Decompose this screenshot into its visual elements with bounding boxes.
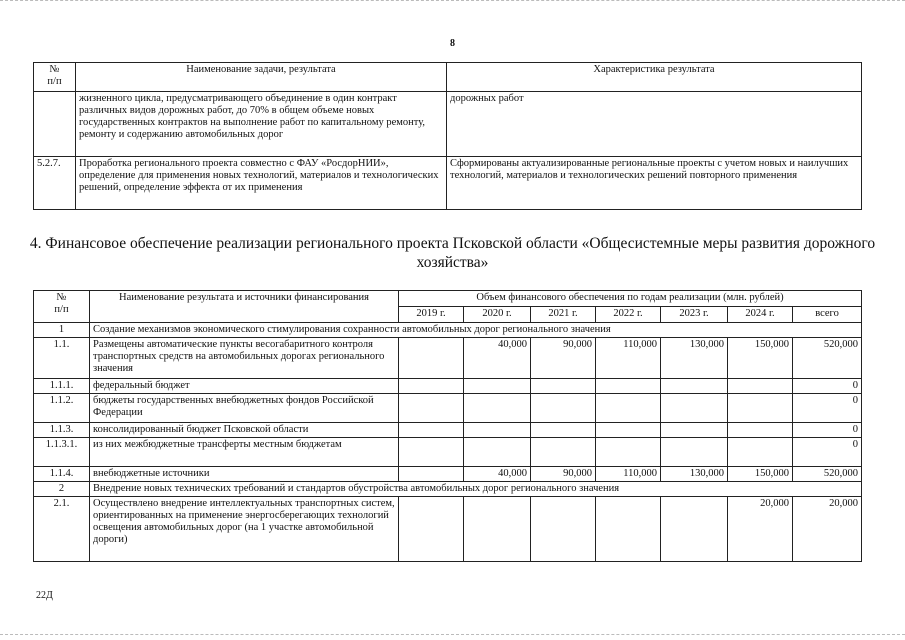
section-heading: 4. Финансовое обеспечение реализации регионального проекта Псковской области «Общесистемные меры развития дорожного хозяйства»: [29, 235, 876, 271]
total-cell: 520,000: [793, 467, 862, 482]
year-header: 2022 г.: [596, 307, 661, 323]
value-cell: [728, 423, 793, 438]
value-cell: [531, 394, 596, 423]
value-cell: [399, 438, 464, 467]
row-name: внебюджетные источники: [90, 467, 399, 482]
value-cell: [728, 394, 793, 423]
value-cell: [399, 338, 464, 379]
table-row: [34, 323, 862, 338]
row-name: консолидированный бюджет Псковской области: [90, 423, 399, 438]
finance-header-group: Объем финансового обеспечения по годам реализации (млн. рублей): [399, 291, 862, 307]
value-cell: [531, 438, 596, 467]
finance-header-num: № п/п: [34, 291, 90, 323]
total-cell: 0: [793, 379, 862, 394]
page-number: 8: [450, 38, 455, 49]
tasks-header-result: Характеристика результата: [447, 63, 862, 92]
finance-header-name: Наименование результата и источники финансирования: [90, 291, 399, 323]
table-row: [34, 482, 862, 497]
row-num: 1: [34, 323, 90, 338]
total-cell: 0: [793, 423, 862, 438]
task-result: дорожных работ: [447, 92, 862, 157]
tasks-table: [33, 62, 862, 210]
task-num: 5.2.7.: [34, 157, 76, 210]
value-cell: [531, 497, 596, 562]
tasks-header-name: Наименование задачи, результата: [76, 63, 447, 92]
value-cell: [661, 379, 728, 394]
row-num: 2: [34, 482, 90, 497]
value-cell: 40,000: [464, 467, 531, 482]
value-cell: [596, 438, 661, 467]
value-cell: 40,000: [464, 338, 531, 379]
value-cell: [531, 423, 596, 438]
value-cell: [728, 438, 793, 467]
value-cell: [399, 423, 464, 438]
footer-code: 22Д: [36, 590, 53, 601]
value-cell: [399, 394, 464, 423]
value-cell: [464, 423, 531, 438]
value-cell: [464, 438, 531, 467]
row-num: 1.1.3.: [34, 423, 90, 438]
value-cell: 130,000: [661, 338, 728, 379]
value-cell: 150,000: [728, 338, 793, 379]
value-cell: [596, 394, 661, 423]
total-cell: 520,000: [793, 338, 862, 379]
value-cell: [399, 497, 464, 562]
row-section-title: Создание механизмов экономического стимулирования сохранности автомобильных дорог регионального значения: [90, 323, 862, 338]
value-cell: [464, 394, 531, 423]
tasks-header-row: [34, 63, 862, 92]
row-num: 1.1.: [34, 338, 90, 379]
value-cell: [661, 497, 728, 562]
scan-edge-top: [0, 0, 905, 4]
year-header: 2021 г.: [531, 307, 596, 323]
value-cell: 110,000: [596, 338, 661, 379]
task-name: Проработка регионального проекта совместно с ФАУ «РосдорНИИ», определение для применения новых технологий, материалов и технологических решений, определение эффекта от их применения: [76, 157, 447, 210]
total-cell: 20,000: [793, 497, 862, 562]
value-cell: [464, 497, 531, 562]
row-num: 2.1.: [34, 497, 90, 562]
row-section-title: Внедрение новых технических требований и стандартов обустройства автомобильных дорог регионального значения: [90, 482, 862, 497]
value-cell: [464, 379, 531, 394]
tasks-header-num: № п/п: [34, 63, 76, 92]
finance-table: [33, 290, 862, 562]
value-cell: [399, 379, 464, 394]
value-cell: [661, 438, 728, 467]
value-cell: [596, 423, 661, 438]
year-header: 2023 г.: [661, 307, 728, 323]
value-cell: [596, 497, 661, 562]
value-cell: [399, 467, 464, 482]
table-row: [34, 394, 862, 423]
year-header: 2024 г.: [728, 307, 793, 323]
row-name: Размещены автоматические пункты весогабаритного контроля транспортных средств на автомобильных дорогах регионального значения: [90, 338, 399, 379]
value-cell: 90,000: [531, 467, 596, 482]
row-num: 1.1.3.1.: [34, 438, 90, 467]
table-row: [34, 379, 862, 394]
table-row: [34, 423, 862, 438]
table-row: [34, 338, 862, 379]
value-cell: [531, 379, 596, 394]
table-row: [34, 438, 862, 467]
row-num: 1.1.2.: [34, 394, 90, 423]
task-num: [34, 92, 76, 157]
year-header: 2020 г.: [464, 307, 531, 323]
task-name: жизненного цикла, предусматривающего объединение в один контракт различных видов дорожных работ, до 70% в общем объеме новых государственных контрактов на выполнение работ по капитальному ремонту, ремонту и содержанию автомобильных дорог: [76, 92, 447, 157]
value-cell: [661, 423, 728, 438]
row-num: 1.1.4.: [34, 467, 90, 482]
value-cell: [596, 379, 661, 394]
total-cell: 0: [793, 438, 862, 467]
row-name: бюджеты государственных внебюджетных фондов Российской Федерации: [90, 394, 399, 423]
total-cell: 0: [793, 394, 862, 423]
value-cell: 110,000: [596, 467, 661, 482]
value-cell: 90,000: [531, 338, 596, 379]
value-cell: 20,000: [728, 497, 793, 562]
value-cell: 130,000: [661, 467, 728, 482]
table-row: [34, 497, 862, 562]
row-name: из них межбюджетные трансферты местным бюджетам: [90, 438, 399, 467]
row-name: федеральный бюджет: [90, 379, 399, 394]
scan-edge-bottom: [0, 634, 905, 638]
value-cell: [728, 379, 793, 394]
task-result: Сформированы актуализированные региональные проекты с учетом новых и наилучших технологий, материалов и технологических решений повторного применения: [447, 157, 862, 210]
row-name: Осуществлено внедрение интеллектуальных транспортных систем, ориентированных на применение энергосберегающих технологий освещения автомобильных дорог (на 1 участке автомобильной дороги): [90, 497, 399, 562]
finance-header-row: [34, 291, 862, 307]
value-cell: [661, 394, 728, 423]
table-row: [34, 157, 862, 210]
year-header: 2019 г.: [399, 307, 464, 323]
table-row: [34, 467, 862, 482]
total-header: всего: [793, 307, 862, 323]
row-num: 1.1.1.: [34, 379, 90, 394]
table-row: [34, 92, 862, 157]
value-cell: 150,000: [728, 467, 793, 482]
